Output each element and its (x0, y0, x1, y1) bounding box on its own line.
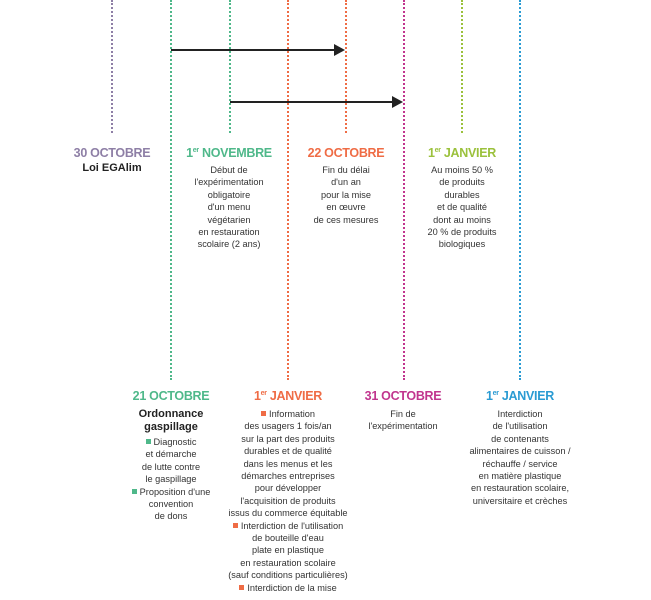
bullet-item: Diagnostic (110, 436, 232, 448)
description-line: scolaire (2 ans) (197, 239, 261, 250)
bullet-square-icon (132, 489, 137, 494)
description-line: universitaire et crèches (472, 495, 568, 506)
bullet-item: Interdiction de l'utilisation (217, 520, 359, 532)
description-line: en restauration scolaire, (470, 483, 570, 494)
event-30-octobre (56, 146, 168, 174)
event-date: 21 OCTOBRE (132, 389, 210, 403)
timeline-line-1-janvier-a (461, 0, 463, 133)
description-line: plate en plastique (251, 545, 325, 556)
bullet-square-icon (261, 411, 266, 416)
description-line: dont au moins (433, 214, 491, 225)
arrow-delay-period (171, 49, 343, 51)
description-line: durables (444, 189, 480, 200)
event-description (169, 164, 289, 251)
description-line: durables et de qualité (244, 446, 332, 457)
description-line: végétarien (207, 214, 251, 225)
description-line: réchauffe / service (482, 458, 558, 469)
description-line: alimentaires de cuisson / (469, 446, 571, 457)
event-date: 22 OCTOBRE (307, 146, 385, 160)
event-description (110, 436, 232, 523)
event-date: 1er JANVIER (254, 389, 322, 403)
description-line: issus du commerce équitable (228, 508, 348, 519)
event-description (217, 408, 359, 594)
description-line: (sauf conditions particulières) (228, 570, 348, 581)
event-1-janvier-c (455, 389, 585, 507)
event-date: 1er NOVEMBRE (186, 146, 272, 160)
description-line: pour développer (254, 483, 322, 494)
event-22-octobre (290, 146, 402, 226)
bullet-item: Proposition d'une (110, 486, 232, 498)
event-description (345, 408, 461, 433)
event-date: 30 OCTOBRE (73, 146, 151, 160)
arrow-experimentation-period (230, 101, 401, 103)
bullet-square-icon (239, 585, 244, 590)
description-line: de produits (439, 177, 485, 188)
event-31-octobre (345, 389, 461, 433)
event-1-janvier-b (217, 389, 359, 594)
event-title: Loi EGAlim (82, 162, 142, 174)
description-line: 20 % de produits (427, 227, 497, 238)
description-line: le gaspillage (145, 474, 197, 485)
description-line: d'un an (331, 177, 361, 188)
timeline-line-22-octobre (345, 0, 347, 133)
description-line: l'expérimentation (194, 177, 264, 188)
description-line: Fin de (390, 409, 416, 419)
description-line: l'expérimentation (368, 421, 438, 432)
description-line: et démarche (145, 449, 197, 460)
description-line: de l'utilisation (492, 421, 548, 432)
event-date: 1er JANVIER (428, 146, 496, 160)
description-line: pour la mise (320, 189, 372, 200)
timeline-line-1-novembre (229, 0, 231, 133)
bullet-square-icon (146, 439, 151, 444)
description-line: l'acquisition de produits (240, 495, 336, 506)
description-line: en matière plastique (478, 471, 562, 482)
description-line: en restauration scolaire (240, 557, 336, 568)
event-description (455, 408, 585, 507)
event-date: 31 OCTOBRE (364, 389, 442, 403)
bullet-item: Interdiction de la mise (217, 582, 359, 594)
description-line: de lutte contre (141, 461, 201, 472)
timeline-line-30-octobre (111, 0, 113, 133)
description-line: démarches entreprises (241, 471, 335, 482)
bullet-square-icon (233, 523, 238, 528)
description-line: sur la part des produits (241, 433, 335, 444)
description-line: et de qualité (436, 202, 488, 213)
event-1-novembre (169, 146, 289, 251)
description-line: de dons (154, 511, 188, 522)
event-title: Ordonnance gaspillage (138, 408, 204, 433)
event-description (402, 164, 522, 251)
bullet-item: Information (217, 408, 359, 420)
description-line: de contenants (491, 433, 549, 444)
event-description (290, 164, 402, 226)
description-line: Fin du délai (322, 165, 370, 175)
description-line: de ces mesures (313, 214, 379, 225)
description-line: en restauration (198, 227, 260, 238)
description-line: des usagers 1 fois/an (244, 421, 332, 432)
event-21-octobre (110, 389, 232, 523)
description-line: Interdiction (497, 409, 543, 419)
description-line: dans les menus et les (243, 458, 333, 469)
event-1-janvier-a (402, 146, 522, 251)
description-line: convention (148, 499, 194, 510)
description-line: en œuvre (326, 202, 366, 213)
event-date: 1er JANVIER (486, 389, 554, 403)
description-line: obligatoire (207, 189, 251, 200)
description-line: de bouteille d'eau (252, 533, 324, 544)
description-line: d'un menu (207, 202, 251, 213)
description-line: Début de (210, 165, 248, 175)
description-line: Au moins 50 % (431, 165, 493, 175)
description-line: biologiques (438, 239, 486, 250)
